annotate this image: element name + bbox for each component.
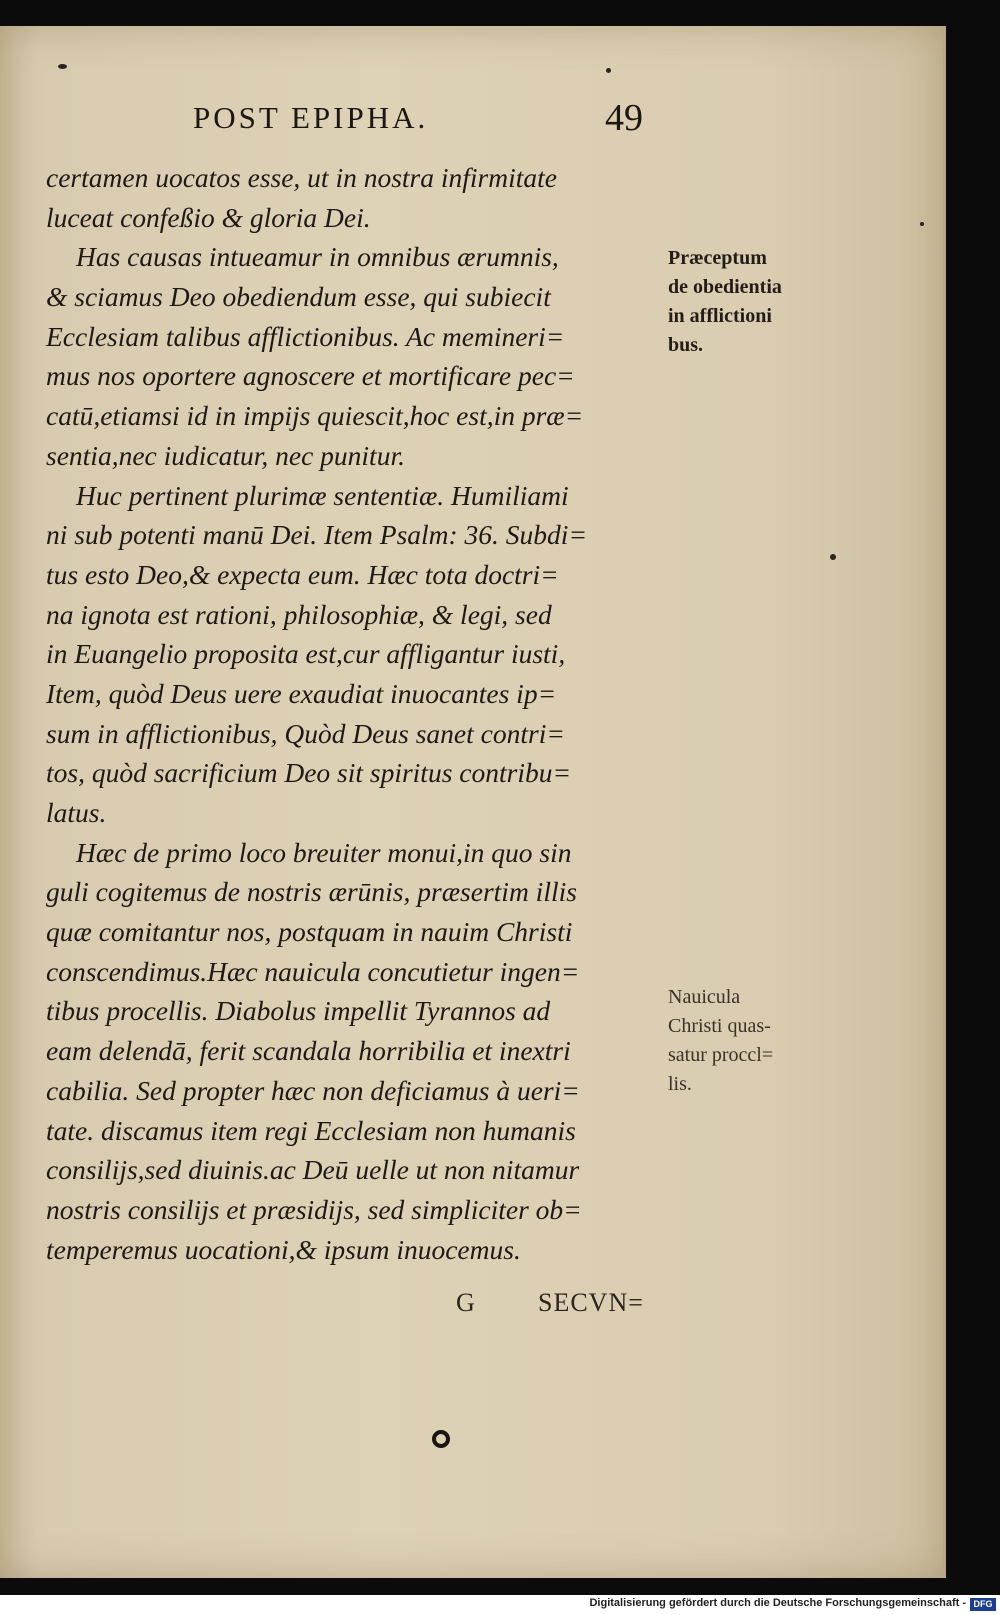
digitization-credit: Digitalisierung gefördert durch die Deutsche Forschungsgemeinschaft -: [589, 1597, 966, 1609]
text-line: latus.: [46, 797, 107, 828]
dfg-logo: DFG: [970, 1598, 996, 1611]
text-line: na ignota est rationi, philosophiæ, & legi, sed: [46, 598, 552, 630]
text-line: Hæc de primo loco breuiter monui,in quo sin: [76, 836, 572, 868]
text-line: eam delendā, ferit scandala horribilia et inextri: [46, 1035, 571, 1067]
text-line: quæ comitantur nos, postquam in nauim Christi: [46, 916, 573, 948]
text-line: Item, quòd Deus uere exaudiat inuocantes ip=: [46, 677, 557, 709]
marginal-note-line: satur proccl=: [668, 1044, 774, 1066]
marginal-note-line: de obedientia: [668, 276, 782, 298]
book-page: [0, 26, 946, 1578]
text-line: conscendimus.Hæc nauicula concutietur ingen=: [46, 955, 580, 987]
text-line: tos, quòd sacrificium Deo sit spiritus contribu=: [46, 757, 572, 789]
text-line: guli cogitemus de nostris ærūnis, præsertim illis: [46, 876, 577, 908]
marginal-note-ship: [668, 983, 773, 1099]
text-line: consilijs,sed diuinis.ac Deū uelle ut non nitamur: [46, 1154, 580, 1186]
text-line: sentia,nec iudicatur, nec punitur.: [46, 439, 405, 471]
marginal-note-line: Christi quas-: [668, 1015, 771, 1037]
signature-mark: G: [456, 1288, 475, 1317]
marginal-note-line: Præceptum: [668, 247, 767, 269]
text-line: Huc pertinent plurimæ sententiæ. Humiliami: [76, 479, 569, 511]
text-line: sum in afflictionibus, Quòd Deus sanet contri=: [46, 717, 565, 749]
text-line: luceat confeßio & gloria Dei.: [46, 201, 371, 233]
marginal-note-line: Nauicula: [668, 986, 741, 1008]
text-line: mus nos oportere agnoscere et mortificare pec=: [46, 360, 575, 392]
text-line: ni sub potenti manū Dei. Item Psalm: 36. Subdi=: [46, 519, 588, 551]
page-number: 49: [605, 97, 643, 139]
ring-ornament: [432, 1430, 450, 1448]
text-line: in Euangelio proposita est,cur affligantur iusti,: [46, 638, 566, 670]
catchword: SECVN=: [538, 1288, 644, 1317]
ink-speck: [830, 554, 836, 560]
text-line: Ecclesiam talibus afflictionibus. Ac memineri=: [46, 320, 565, 352]
text-line: & sciamus Deo obediendum esse, qui subiecit: [46, 281, 551, 313]
text-line: catū,etiamsi id in impijs quiescit,hoc est,in præ=: [46, 400, 584, 432]
marginal-note-line: in afflictioni: [668, 305, 772, 327]
marginal-note-line: lis.: [668, 1073, 692, 1095]
text-line: tate. discamus item regi Ecclesiam non humanis: [46, 1114, 576, 1146]
text-line: cabilia. Sed propter hæc non deficiamus à ueri=: [46, 1074, 580, 1106]
marginal-note-obedience: [668, 244, 782, 360]
text-line: tus esto Deo,& expecta eum. Hæc tota doctri=: [46, 558, 559, 590]
marginal-note-line: bus.: [668, 334, 704, 356]
ink-speck: [606, 68, 611, 73]
text-line: Has causas intueamur in omnibus ærumnis,: [76, 241, 559, 273]
text-line: nostris consilijs et præsidijs, sed simpliciter ob=: [46, 1193, 582, 1225]
ink-speck: [58, 64, 67, 69]
ink-speck: [920, 222, 924, 226]
text-line: tibus procellis. Diabolus impellit Tyrannos ad: [46, 995, 551, 1027]
running-head: POST EPIPHA.: [193, 100, 429, 135]
body-text: [46, 158, 656, 1269]
text-line: temperemus uocationi,& ipsum inuocemus.: [46, 1233, 521, 1265]
text-line: certamen uocatos esse, ut in nostra infirmitate: [46, 162, 557, 193]
